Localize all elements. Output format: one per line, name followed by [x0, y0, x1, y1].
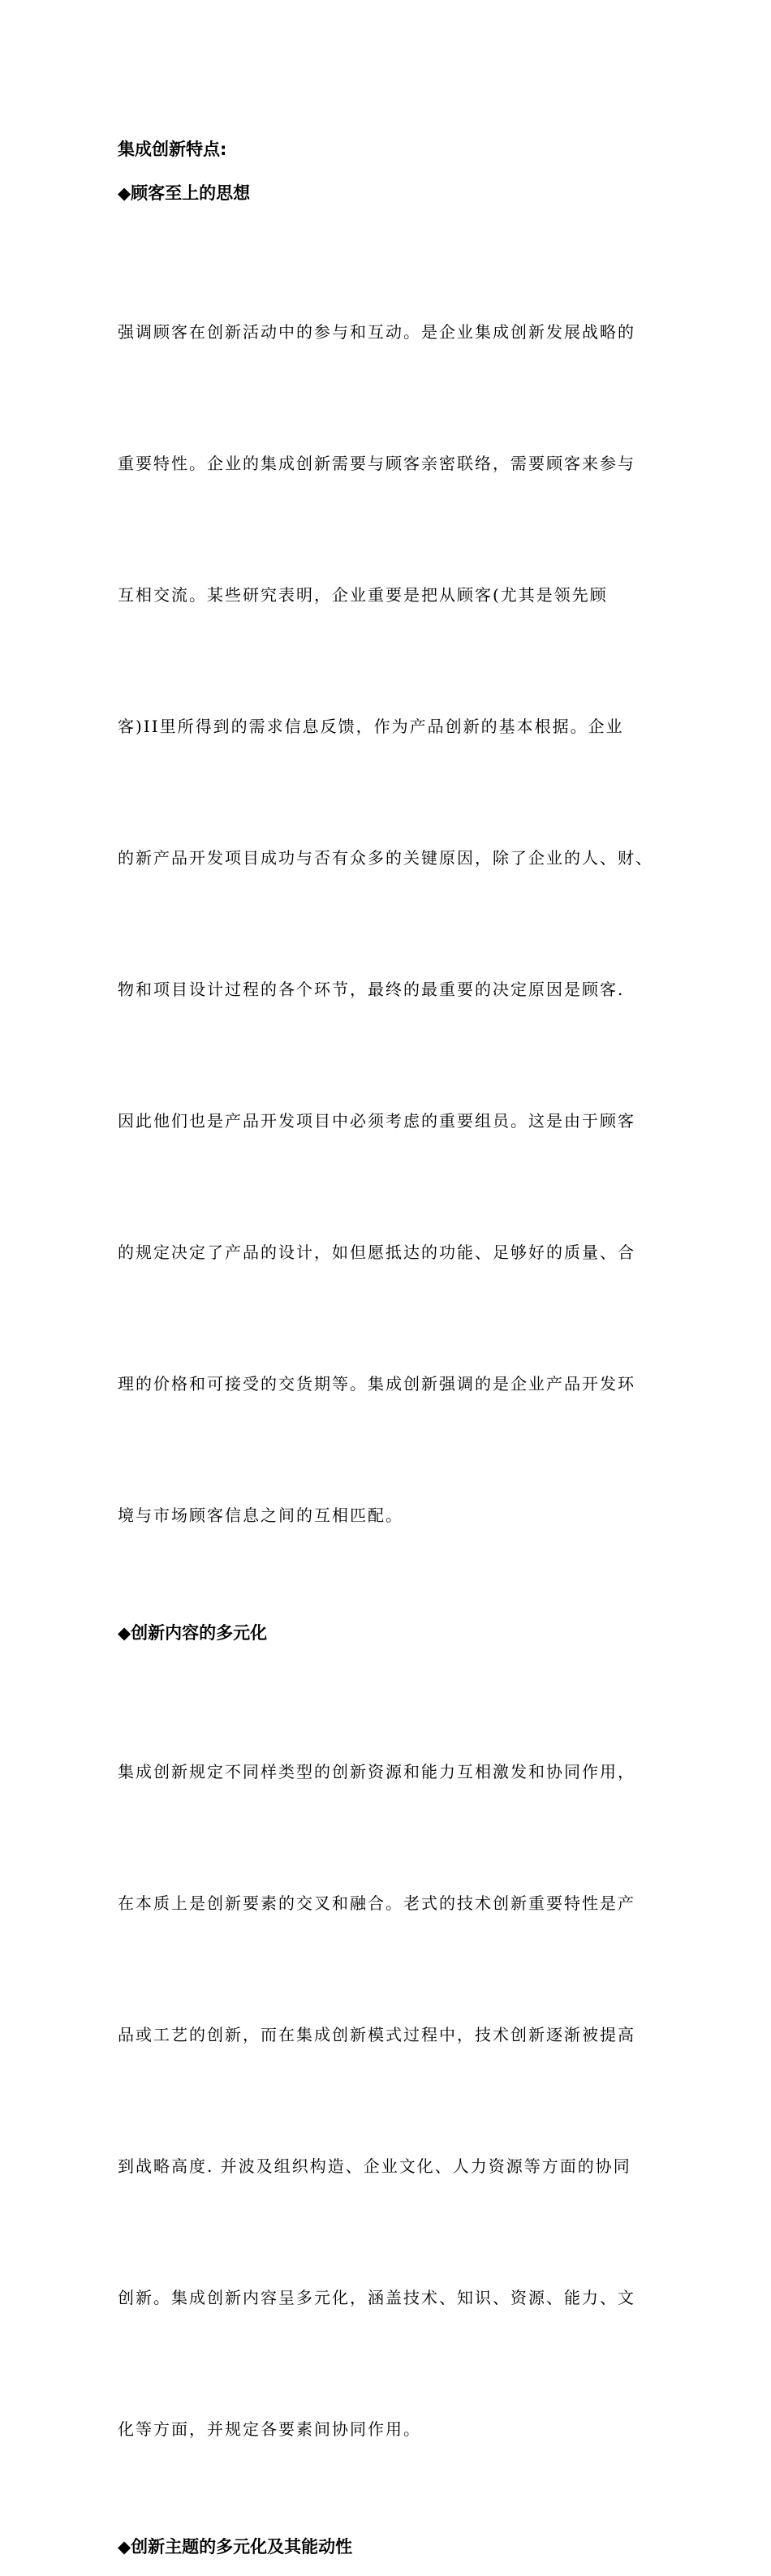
- paragraph-line: 因此他们也是产品开发项目中必须考虑的重要组员。这是由于顾客: [118, 1111, 635, 1131]
- paragraph-line: 的规定决定了产品的设计，如但愿抵达的功能、足够好的质量、合: [118, 1243, 635, 1262]
- document-page: [118, 136, 686, 2576]
- section-heading-subject-diversity: ◆创新主题的多元化及其能动性: [118, 2537, 353, 2557]
- paragraph-line: 化等方面，并规定各要素间协同作用。: [118, 2419, 421, 2439]
- paragraph-line: 境与市场顾客信息之间的互相匹配。: [118, 1506, 403, 1525]
- paragraph-line: 集成创新规定不同样类型的创新资源和能力互相激发和协同作用，: [118, 1762, 635, 1781]
- paragraph-line: 理的价格和可接受的交货期等。集成创新强调的是企业产品开发环: [118, 1374, 635, 1394]
- paragraph-line: 重要特性。企业的集成创新需要与顾客亲密联络，需要顾客来参与: [118, 454, 635, 473]
- paragraph-line: 物和项目设计过程的各个环节，最终的最重要的决定原因是顾客.: [118, 980, 625, 999]
- paragraph-line: 到战略高度. 并波及组织构造、企业文化、人力资源等方面的协同: [118, 2156, 631, 2176]
- paragraph-line: 的新产品开发项目成功与否有众多的关键原因，除了企业的人、财、: [118, 848, 653, 868]
- paragraph-line: 强调顾客在创新活动中的参与和互动。是企业集成创新发展战略的: [118, 322, 635, 342]
- paragraph-line: 在本质上是创新要素的交叉和融合。老式的技术创新重要特性是产: [118, 1893, 635, 1913]
- section-heading-content-diversity: ◆创新内容的多元化: [118, 1623, 268, 1643]
- paragraph-line: 品或工艺的创新，而在集成创新模式过程中，技术创新逐渐被提高: [118, 2025, 635, 2044]
- section-body-customer-first: [118, 222, 686, 1625]
- paragraph-line: 客)II里所得到的需求信息反馈，作为产品创新的基本根据。企业: [118, 717, 624, 736]
- paragraph-line: 创新。集成创新内容呈多元化，涵盖技术、知识、资源、能力、文: [118, 2288, 635, 2307]
- section-heading-customer-first: ◆顾客至上的思想: [118, 183, 251, 203]
- document-title: 集成创新特点:: [118, 140, 227, 159]
- paragraph-line: 互相交流。某些研究表明，企业重要是把从顾客(尤其是领先顾: [118, 585, 608, 605]
- section-body-content-diversity: [118, 1662, 686, 2539]
